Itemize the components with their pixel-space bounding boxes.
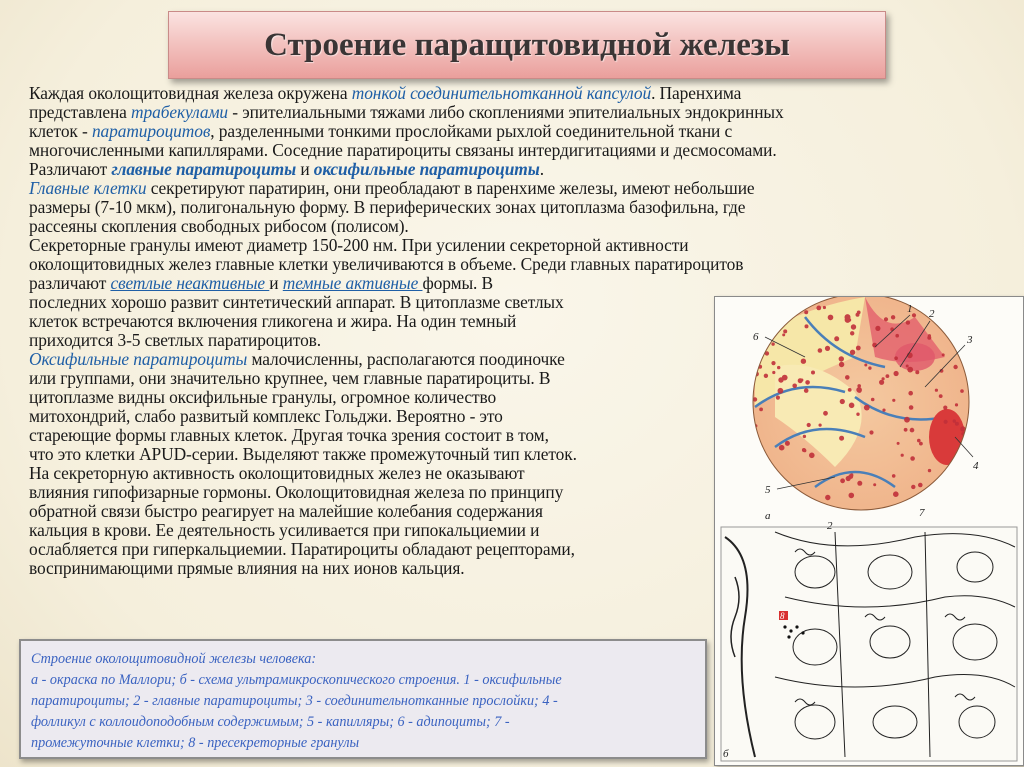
highlighted-term: трабекулами	[131, 102, 229, 122]
micrograph-mallory	[751, 297, 971, 512]
body-line	[29, 122, 989, 141]
body-text-segment: или группами, они значительно крупнее, чем главные паратироциты. В	[29, 368, 551, 388]
body-text-segment: формы. В	[422, 273, 494, 293]
highlighted-term: главные паратироциты	[111, 159, 297, 179]
body-line	[29, 84, 989, 103]
body-text-segment: и	[296, 159, 314, 179]
caption-line: а - окраска по Маллори; б - схема ультрамикроскопического строения. 1 - оксифильные	[31, 672, 562, 688]
body-text-segment: различают	[29, 273, 111, 293]
label-a-6: 6	[753, 331, 759, 343]
caption-line: фолликул с коллоидоподобным содержимым; 5 - капилляры; 6 - адипоциты; 7 -	[31, 714, 510, 730]
body-text-segment: Различают	[29, 159, 112, 179]
body-text-segment: кальция в крови. Ее деятельность усиливается при гипокальциемии и	[29, 520, 540, 540]
body-text-segment: что это клетки APUD-серии. Выделяют также промежуточный тип клеток.	[29, 444, 577, 464]
ultrastructure-schematic	[721, 527, 1017, 761]
body-text-segment: рассеяны скопления свободных рибосом (полисом).	[29, 216, 409, 236]
body-text-segment: последних хорошо развит синтетический аппарат. В цитоплазме светлых	[29, 292, 564, 312]
figure-caption	[19, 639, 707, 759]
body-text-segment: клеток встречаются включения гликогена и жира. На один темный	[29, 311, 517, 331]
panel-label-b: б	[723, 748, 729, 760]
body-text-segment: влияния гипофизарные гормоны. Околощитовидная железа по принципу	[29, 482, 564, 502]
label-a-5: 5	[765, 484, 771, 496]
body-text-segment: стареющие формы главных клеток. Другая точка зрения состоит в том,	[29, 425, 549, 445]
body-text-segment: секретируют паратирин, они преобладают в паренхиме железы, имеют небольшие	[146, 178, 755, 198]
highlighted-term: оксифильные паратироциты	[313, 159, 540, 179]
caption-line: промежуточные клетки; 8 - пресекреторные гранулы	[31, 735, 360, 751]
body-line	[29, 179, 989, 198]
body-text-segment: Секреторные гранулы имеют диаметр 150-200 нм. При усилении секреторной активности	[29, 235, 689, 255]
label-b-7: 7	[919, 507, 925, 519]
label-b-8: 8	[780, 611, 785, 621]
highlighted-term: паратироцитов	[91, 121, 211, 141]
label-a-1: 1	[907, 303, 913, 315]
body-text-segment: приходится 3-5 светлых паратироцитов.	[29, 330, 322, 350]
body-line	[29, 141, 989, 160]
panel-label-a: а	[765, 510, 771, 522]
highlighted-term: темные активные	[282, 273, 423, 293]
label-a-2: 2	[929, 308, 935, 320]
body-text-segment: - эпителиальными тяжами либо скоплениями эпителиальных эндокринных	[228, 102, 784, 122]
label-b-2: 2	[827, 520, 833, 532]
body-text-segment: многочисленными капиллярами. Соседние паратироциты связаны интердигитациями и десмосомами.	[29, 140, 777, 160]
body-text-segment: воспринимающими прямые влияния на них ионов кальция.	[29, 558, 465, 578]
highlighted-term: Главные клетки	[29, 178, 147, 198]
highlighted-term: тонкой соединительнотканной капсулой	[351, 83, 652, 103]
body-text-segment: На секреторную активность околощитовидных желез не оказывают	[29, 463, 525, 483]
body-text-segment: . Паренхима	[651, 83, 742, 103]
body-text-segment: околощитовидных желез главные клетки увеличиваются в объеме. Среди главных паратироцитов	[29, 254, 744, 274]
label-a-3: 3	[967, 334, 973, 346]
highlighted-term: Оксифильные паратироциты	[29, 349, 248, 369]
title-banner	[168, 11, 886, 79]
body-text-segment: малочисленны, располагаются поодиночке	[247, 349, 565, 369]
page-title: Строение паращитовидной железы	[264, 26, 790, 63]
body-text-segment: , разделенными тонкими прослойками рыхлой соединительной ткани с	[210, 121, 733, 141]
body-text-segment: представлена	[29, 102, 132, 122]
body-text-segment: Каждая околощитовидная железа окружена	[29, 83, 352, 103]
body-text-segment: размеры (7-10 мкм), полигональную форму. В периферических зонах цитоплазма базофильна, где	[29, 197, 746, 217]
body-text-segment: митохондрий, слабо развитый комплекс Гольджи. Вероятно - это	[29, 406, 503, 426]
illustration-frame	[714, 296, 1024, 766]
illustration	[715, 297, 1023, 765]
highlighted-term: светлые неактивные	[110, 273, 270, 293]
body-text-segment: цитоплазме видны оксифильные гранулы, огромное количество	[29, 387, 497, 407]
body-line	[29, 255, 989, 274]
body-line	[29, 236, 989, 255]
body-text-segment: ослабляется при гиперкальциемии. Паратироциты обладают рецепторами,	[29, 539, 575, 559]
caption-line: Строение околощитовидной железы человека:	[31, 651, 317, 667]
body-text-segment: обратной связи быстро реагирует на малейшие колебания содержания	[29, 501, 543, 521]
body-text-segment: и	[269, 273, 283, 293]
body-text-segment: клеток -	[29, 121, 92, 141]
body-line	[29, 217, 989, 236]
body-line	[29, 198, 989, 217]
caption-line: паратироциты; 2 - главные паратироциты; 3 - соединительнотканные прослойки; 4 -	[31, 693, 558, 709]
body-line	[29, 274, 989, 293]
body-line	[29, 103, 989, 122]
body-text-segment: .	[539, 159, 544, 179]
label-a-4: 4	[973, 460, 979, 472]
body-line	[29, 160, 989, 179]
